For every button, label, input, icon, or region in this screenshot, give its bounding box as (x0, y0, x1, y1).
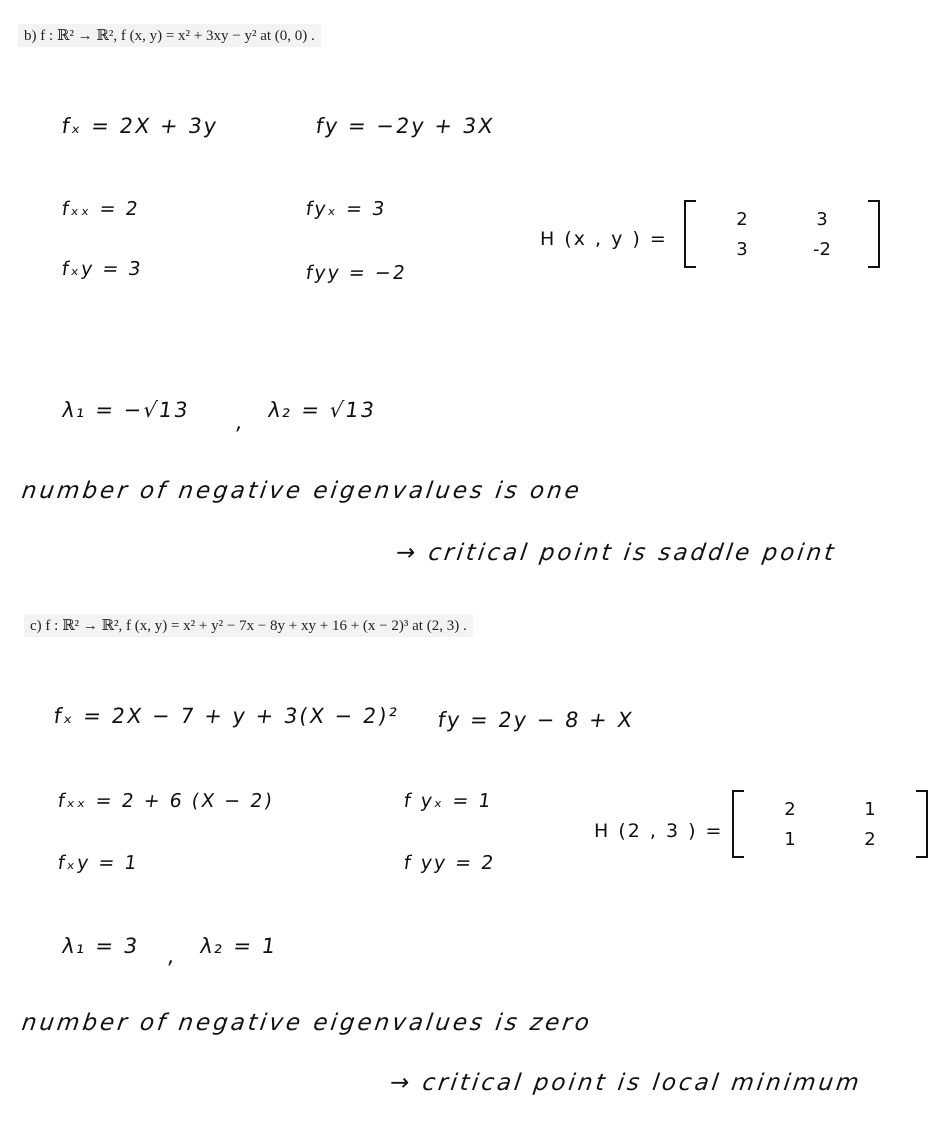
problem-b-statement: b) f : ℝ² → ℝ², f (x, y) = x² + 3xy − y² at (0, 0) . (18, 24, 321, 47)
b-h22: -2 (813, 238, 831, 260)
c-lambda1: λ₁ = 3 (60, 934, 141, 958)
b-h11: 2 (736, 208, 748, 230)
b-fyy: fyy = −2 (304, 262, 409, 284)
c-fyx: f yₓ = 1 (402, 790, 495, 812)
b-h12: 3 (816, 208, 828, 230)
b-hessian-matrix (684, 200, 880, 268)
c-fy: fy = 2y − 8 + X (436, 708, 636, 732)
c-matrix-right-bracket (916, 790, 928, 858)
b-lambda1: λ₁ = −√13 (60, 398, 192, 422)
b-fy: fy = −2y + 3X (314, 114, 497, 138)
b-h21: 3 (736, 238, 748, 260)
problem-c-statement: c) f : ℝ² → ℝ², f (x, y) = x² + y² − 7x − 8y + xy + 16 + (x − 2)³ at (2, 3) . (24, 614, 473, 637)
c-conclusion: → critical point is local minimum (388, 1070, 864, 1096)
c-eigen-statement: number of negative eigenvalues is zero (20, 1010, 594, 1036)
b-hessian-label: H (x , y ) = (540, 228, 668, 250)
c-hessian-matrix (732, 790, 928, 858)
c-h21: 1 (784, 828, 796, 850)
c-matrix-left-bracket (732, 790, 744, 858)
b-comma: , (234, 410, 247, 434)
b-fx: fₓ = 2X + 3y (60, 114, 220, 138)
c-comma: , (166, 944, 179, 968)
b-fxx: fₓₓ = 2 (60, 198, 142, 220)
c-h22: 2 (864, 828, 876, 850)
b-lambda2: λ₂ = √13 (266, 398, 378, 422)
c-h12: 1 (864, 798, 876, 820)
b-matrix-right-bracket (868, 200, 880, 268)
b-matrix-left-bracket (684, 200, 696, 268)
c-h11: 2 (784, 798, 796, 820)
c-hessian-label: H (2 , 3 ) = (594, 820, 724, 842)
c-fx: fₓ = 2X − 7 + y + 3(X − 2)² (52, 704, 401, 728)
c-fxx: fₓₓ = 2 + 6 (X − 2) (56, 790, 276, 812)
b-eigen-statement: number of negative eigenvalues is one (20, 478, 584, 504)
b-conclusion: → critical point is saddle point (394, 540, 839, 566)
b-fxy: fₓy = 3 (60, 258, 145, 280)
c-fyy: f yy = 2 (402, 852, 497, 874)
c-lambda2: λ₂ = 1 (198, 934, 279, 958)
c-fxy: fₓy = 1 (56, 852, 141, 874)
b-fyx: fyₓ = 3 (304, 198, 388, 220)
